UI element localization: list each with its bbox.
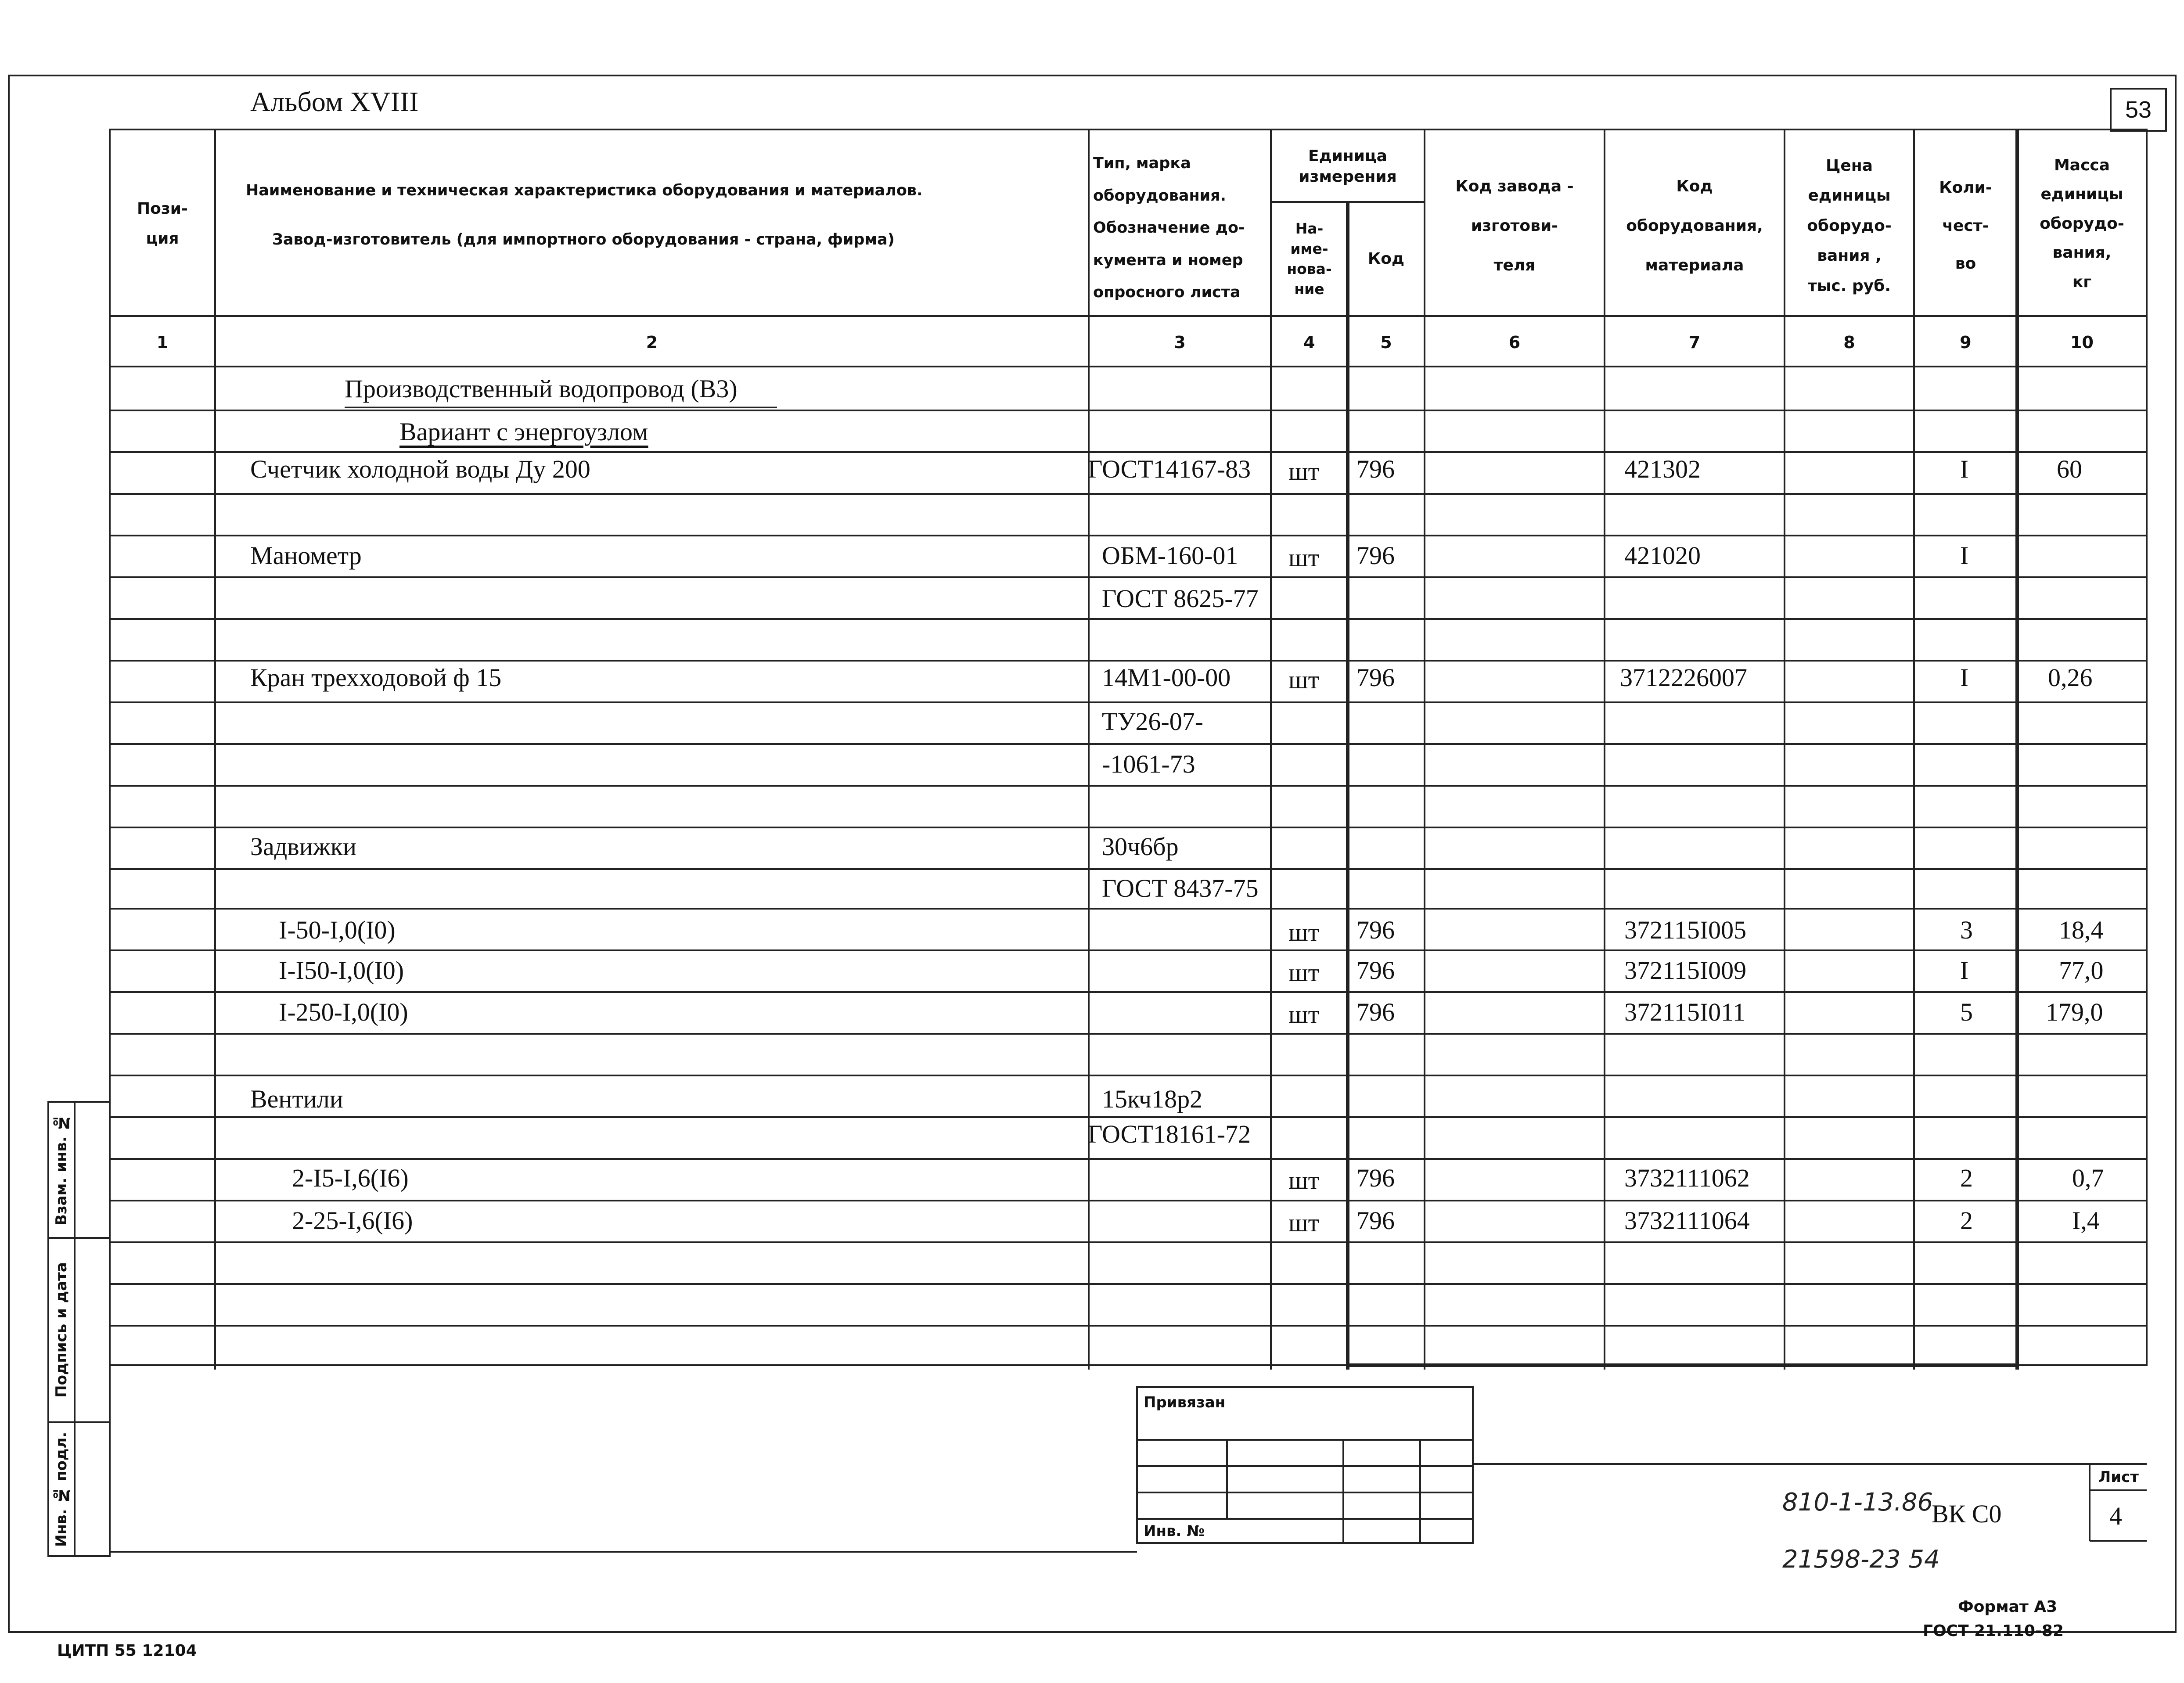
item-unit: шт: [1288, 1000, 1320, 1028]
item-unit: шт: [1288, 958, 1320, 987]
sheet-number: 4: [2109, 1502, 2122, 1530]
column-number: 9: [1960, 333, 1972, 352]
item-mass: 60: [2057, 455, 2082, 483]
section-subheading: Вариант с энергоузлом: [399, 417, 648, 446]
printer-code: ЦИТП 55 12104: [57, 1642, 197, 1660]
item-quantity: I: [1960, 455, 1969, 483]
gost-label: ГОСТ 21.110-82: [1923, 1622, 2064, 1640]
page-number: 53: [2110, 88, 2167, 132]
item-type: ТУ26-07-: [1102, 707, 1204, 736]
header-equipment-code: Код оборудования, материала: [1626, 177, 1763, 274]
item-quantity: 5: [1960, 998, 1973, 1026]
item-name: I-50-I,0(I0): [279, 916, 396, 944]
column-number: 1: [156, 333, 169, 352]
item-equipment-code: 3732111064: [1624, 1206, 1750, 1235]
item-mass: 0,26: [2048, 663, 2093, 692]
header-mass: Масса единицы оборудо- вания, кг: [2040, 156, 2124, 291]
item-equipment-code: 421020: [1624, 541, 1701, 570]
item-type: ГОСТ18161-72: [1088, 1120, 1251, 1148]
header-type: Тип, марка оборудования. Обозначение до- кумента и номер опросного листа: [1093, 155, 1245, 302]
item-name: 2-25-I,6(I6): [292, 1206, 413, 1235]
item-name: Манометр: [250, 541, 362, 570]
item-mass: 0,7: [2072, 1164, 2104, 1192]
item-unit: шт: [1288, 665, 1320, 694]
item-type: 15кч18р2: [1102, 1085, 1203, 1113]
item-mass: 77,0: [2059, 956, 2104, 985]
item-unit-code: 796: [1356, 1164, 1395, 1192]
item-mass: I,4: [2072, 1206, 2100, 1235]
side-label-signature-date: Подпись и дата: [53, 1262, 70, 1398]
column-number: 7: [1688, 333, 1701, 352]
item-type: ГОСТ 8437-75: [1102, 874, 1259, 903]
item-equipment-code: 372115I009: [1624, 956, 1747, 985]
sheet-label: Лист: [2098, 1468, 2139, 1486]
item-quantity: I: [1960, 541, 1969, 570]
item-equipment-code: 3732111062: [1624, 1164, 1750, 1192]
item-unit-code: 796: [1356, 663, 1395, 692]
item-type: 14М1-00-00: [1102, 663, 1231, 692]
item-type: ГОСТ 8625-77: [1102, 584, 1259, 613]
header-name: Наименование и техническая характеристика оборудования и материалов. Завод-изготовитель (для импортного оборудования - страна, фирма): [246, 182, 923, 248]
column-number: 6: [1508, 333, 1521, 352]
header-position: Пози- ция: [137, 199, 188, 248]
item-quantity: I: [1960, 956, 1969, 985]
item-unit-code: 796: [1356, 956, 1395, 985]
header-unit-code: Код: [1367, 249, 1405, 268]
item-type: -1061-73: [1102, 750, 1195, 778]
item-unit-code: 796: [1356, 541, 1395, 570]
item-name: Счетчик холодной воды Ду 200: [250, 455, 590, 483]
item-unit: шт: [1288, 457, 1320, 485]
column-number: 5: [1380, 333, 1392, 352]
item-name: 2-I5-I,6(I6): [292, 1164, 409, 1192]
header-unit-name: На- име- нова- ние: [1287, 219, 1332, 298]
item-type: ГОСТ14167-83: [1088, 455, 1251, 483]
item-unit-code: 796: [1356, 455, 1395, 483]
item-equipment-code: 421302: [1624, 455, 1701, 483]
item-unit: шт: [1288, 918, 1320, 946]
column-number: 3: [1174, 333, 1186, 352]
item-unit-code: 796: [1356, 916, 1395, 944]
document-code: 810-1-13.86: [1782, 1488, 1933, 1517]
item-name: I-250-I,0(I0): [279, 998, 408, 1026]
format-label: Формат А3: [1958, 1598, 2058, 1616]
side-label-replacement-inv: Взам. инв. №: [53, 1114, 70, 1226]
stamp-linked-label: Привязан: [1144, 1394, 1226, 1411]
item-equipment-code: 372115I005: [1624, 916, 1747, 944]
section-heading: Производственный водопровод (В3): [345, 374, 738, 403]
item-name: Вентили: [250, 1085, 343, 1113]
column-number: 2: [646, 333, 658, 352]
item-equipment-code: 372115I011: [1624, 998, 1746, 1026]
item-mass: 18,4: [2059, 916, 2104, 944]
item-name: I-I50-I,0(I0): [279, 956, 404, 985]
item-name: Задвижки: [250, 832, 357, 861]
header-unit-group: Единица измерения: [1299, 147, 1397, 186]
item-unit: шт: [1288, 1166, 1320, 1194]
column-number: 8: [1843, 333, 1855, 352]
item-unit: шт: [1288, 543, 1320, 572]
item-unit-code: 796: [1356, 1206, 1395, 1235]
header-quantity: Коли- чест- во: [1939, 179, 1992, 273]
header-price: Цена единицы оборудо- вания , тыс. руб.: [1807, 157, 1892, 295]
column-number: 10: [2070, 333, 2094, 352]
item-type: 30ч6бр: [1102, 832, 1179, 861]
document-mark: ВК С0: [1932, 1500, 2002, 1528]
item-unit-code: 796: [1356, 998, 1395, 1026]
header-factory-code: Код завода - изготови- теля: [1455, 177, 1574, 274]
item-equipment-code: 3712226007: [1620, 663, 1747, 692]
item-mass: 179,0: [2046, 998, 2103, 1026]
item-type: ОБМ-160-01: [1102, 541, 1238, 570]
stamp-inv-label: Инв. №: [1144, 1522, 1205, 1540]
handwritten-note: 21598-23 54: [1782, 1545, 1940, 1574]
side-label-original-inv: Инв. № подл.: [53, 1431, 70, 1547]
item-name: Кран трехходовой ф 15: [250, 663, 502, 692]
item-quantity: 2: [1960, 1206, 1973, 1235]
item-unit: шт: [1288, 1208, 1320, 1237]
item-quantity: 2: [1960, 1164, 1973, 1192]
item-quantity: I: [1960, 663, 1969, 692]
item-quantity: 3: [1960, 916, 1973, 944]
album-title: Альбом XVIII: [250, 86, 419, 117]
column-number: 4: [1303, 333, 1315, 352]
